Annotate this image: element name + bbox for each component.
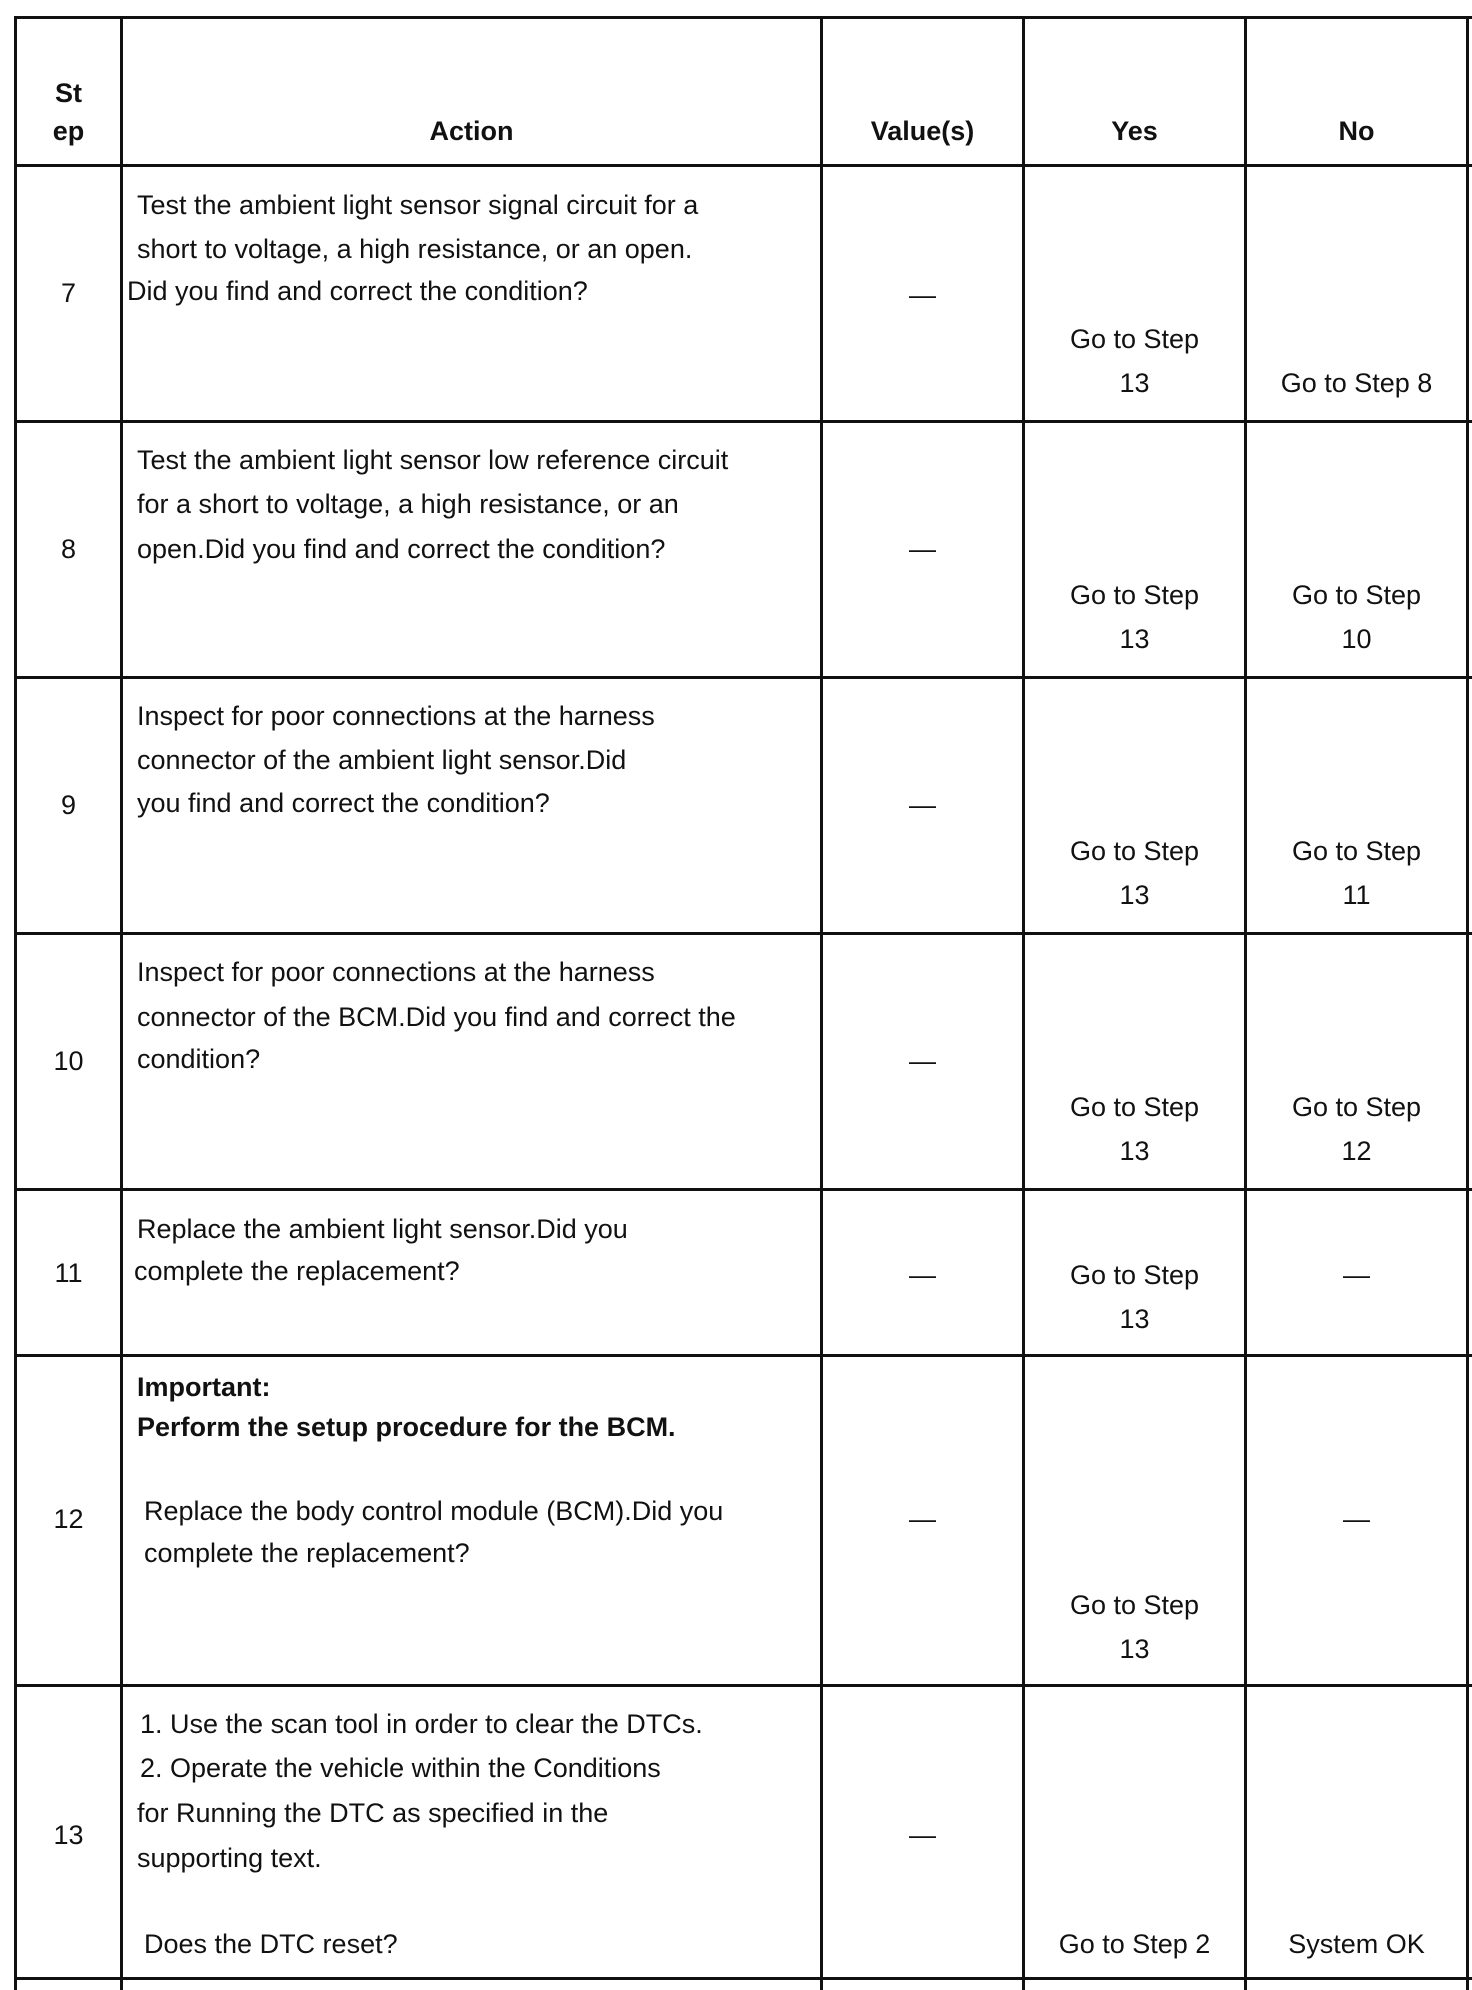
no-cell: Go to Step [1291,1092,1422,1122]
action-text: Inspect for poor connections at the harness [137,957,655,987]
header-step-line1: St [55,78,82,108]
action-text: short to voltage, a high resistance, or an open. [137,234,693,264]
yes-cell: Go to Step [1069,1260,1200,1290]
action-text: 2. Operate the vehicle within the Conditions [140,1753,661,1783]
action-text: Replace the body control module (BCM).Did you [144,1496,724,1526]
yes-cell: Go to Step 2 [1058,1929,1211,1959]
value-cell: — [909,1046,936,1076]
no-cell: Go to Step [1291,836,1422,866]
row-divider [14,676,1472,679]
row-divider [14,932,1472,935]
header-step-line2: ep [52,116,85,146]
action-text: complete the replacement? [144,1538,470,1568]
value-cell: — [909,1504,936,1534]
action-text: open.Did you find and correct the condition? [137,534,666,564]
row-divider [14,1354,1472,1357]
important-label: Important: [137,1372,271,1402]
row-divider [14,1188,1472,1191]
action-text: Inspect for poor connections at the harness [137,701,655,731]
value-cell: — [909,1820,936,1850]
value-cell: — [909,534,936,564]
header-no: No [1338,116,1375,146]
no-cell: 12 [1341,1136,1372,1166]
no-cell: — [1343,1504,1370,1534]
action-text: connector of the BCM.Did you find and correct the [137,1002,736,1032]
action-text: 1. Use the scan tool in order to clear the DTCs. [140,1709,703,1739]
yes-cell: 13 [1119,880,1150,910]
header-yes: Yes [1111,116,1158,146]
yes-cell: 13 [1119,1304,1150,1334]
action-text: supporting text. [137,1843,322,1873]
yes-cell: 13 [1119,1136,1150,1166]
row-divider [14,1684,1472,1687]
important-note: Perform the setup procedure for the BCM. [137,1412,676,1442]
yes-cell: Go to Step [1069,1092,1200,1122]
table-border-right [1466,16,1469,1990]
column-divider-yes [1244,16,1247,1990]
value-cell: — [909,1260,936,1290]
column-divider-value [1022,16,1025,1990]
value-cell: — [909,280,936,310]
step-number: 10 [53,1046,84,1076]
action-text: Test the ambient light sensor low reference circuit [137,445,729,475]
no-cell: — [1343,1260,1370,1290]
step-number: 9 [60,790,77,820]
yes-cell: Go to Step [1069,580,1200,610]
no-cell: Go to Step 8 [1280,368,1433,398]
row-divider [14,420,1472,423]
no-cell: Go to Step [1291,580,1422,610]
yes-cell: 13 [1119,1634,1150,1664]
yes-cell: Go to Step [1069,1590,1200,1620]
action-text: for a short to voltage, a high resistance, or an [137,489,679,519]
column-divider-step [120,16,123,1990]
step-number: 8 [60,534,77,564]
action-text: Test the ambient light sensor signal circuit for a [137,190,699,220]
action-text: complete the replacement? [134,1256,460,1286]
action-text: you find and correct the condition? [137,788,550,818]
column-divider-action [820,16,823,1990]
action-text: for Running the DTC as specified in the [137,1798,609,1828]
yes-cell: Go to Step [1069,324,1200,354]
step-number: 7 [60,278,77,308]
table-border-left [14,16,17,1990]
step-number: 11 [54,1258,83,1288]
action-question: Does the DTC reset? [144,1929,398,1959]
table-border-top [14,16,1472,19]
yes-cell: 13 [1119,624,1150,654]
header-values: Value(s) [870,116,975,146]
no-cell: 10 [1341,624,1372,654]
step-number: 12 [53,1504,84,1534]
action-text: Replace the ambient light sensor.Did you [137,1214,628,1244]
value-cell: — [909,790,936,820]
header-divider [14,164,1472,167]
action-text: condition? [137,1044,261,1074]
yes-cell: 13 [1119,368,1150,398]
yes-cell: Go to Step [1069,836,1200,866]
no-cell: 11 [1342,880,1371,910]
step-number: 13 [53,1820,84,1850]
no-cell: System OK [1288,1929,1425,1959]
action-text: Did you find and correct the condition? [127,276,588,306]
header-action: Action [429,116,514,146]
action-text: connector of the ambient light sensor.Did [137,745,627,775]
